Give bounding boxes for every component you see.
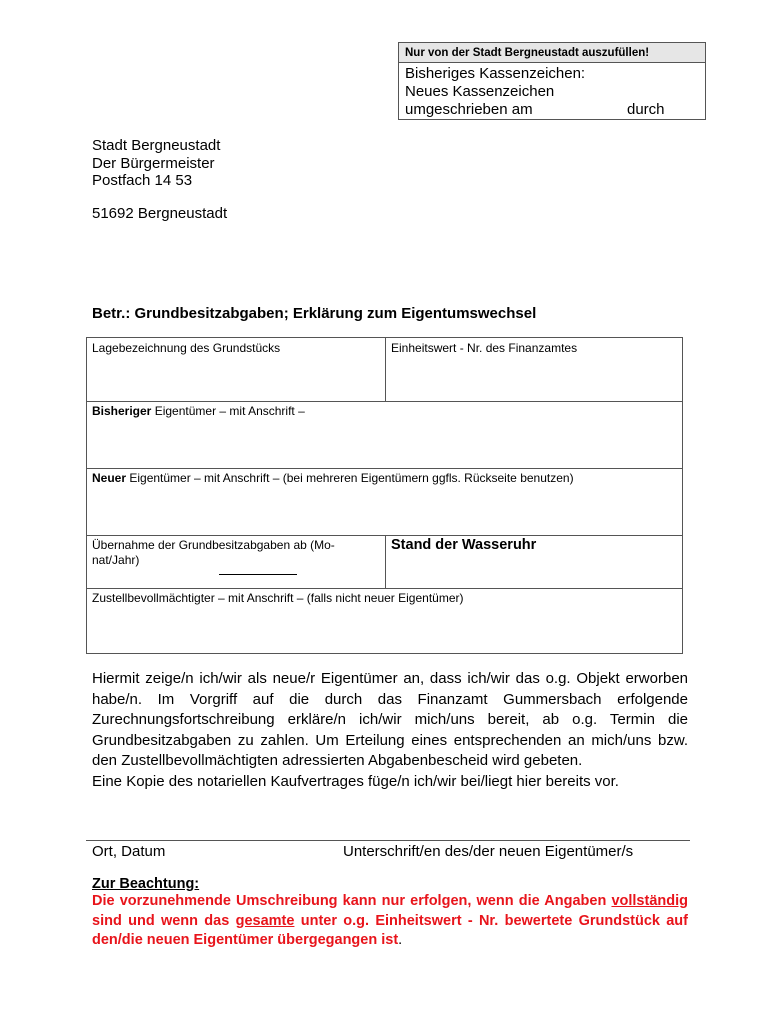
note-title: Zur Beachtung:: [92, 876, 200, 892]
new-owner-label-bold: Neuer: [92, 471, 127, 485]
office-use-box: [398, 42, 706, 120]
location-label: Lagebezeichnung des Grundstücks: [92, 341, 281, 355]
address-line-3: Postfach 14 53: [92, 172, 193, 189]
note-underline-entire: gesamte: [235, 912, 295, 929]
rewritten-by: durch: [627, 101, 665, 118]
water-meter-label: Stand der Wasseruhr: [391, 537, 537, 553]
note-part-1: Die vorzunehmende Umschreibung kann nur erfolgen, wenn die Angaben: [92, 893, 612, 909]
office-use-header: Nur von der Stadt Bergneustadt auszufüllen!: [399, 43, 705, 63]
unit-value-label: Einheitswert - Nr. des Finanzamtes: [391, 341, 578, 355]
note-period: .: [398, 932, 403, 948]
new-owner-label: Eigentümer – mit Anschrift – (bei mehreren Eigentümern ggfls. Rückseite benutzen): [126, 471, 574, 485]
divider: [87, 468, 682, 469]
place-date-label: Ort, Datum: [92, 843, 166, 860]
previous-cash-reference: Bisheriges Kassenzeichen:: [405, 65, 586, 82]
divider: [87, 401, 682, 402]
note-text: [92, 892, 688, 951]
new-cash-reference: Neues Kassenzeichen: [405, 83, 555, 100]
property-form: [86, 337, 683, 654]
location-field[interactable]: [92, 341, 280, 356]
signature-line: [86, 840, 690, 841]
address-line-2: Der Bürgermeister: [92, 155, 215, 172]
declaration-paragraph: Hiermit zeige/n ich/wir als neue/r Eigentümer an, dass ich/wir das o.g. Objekt erworben habe/n. Im Vorgriff auf die durch das Finanzamt Gummersbach erfolgende Zurechnungsfortschreibung erkläre/n ich/wir mich/uns bereit, ab o.g. Termin die Grundbesitzabgaben zu zahlen. Um Erteilung eines entsprechenden an mich/uns bzw. den Zustellbevollmächtigten adressierten Abgabenbescheid wird gebeten.: [92, 670, 688, 769]
note-part-2: sind und wenn das: [92, 912, 236, 929]
signature-label: Unterschrift/en des/der neuen Eigentümer/s: [343, 843, 634, 860]
note-underline-complete: vollständig: [611, 893, 688, 909]
subject-line: Betr.: Grundbesitzabgaben; Erklärung zum Eigentumswechsel: [92, 305, 537, 322]
takeover-date-field[interactable]: [92, 538, 335, 568]
takeover-date-line: [219, 574, 297, 575]
divider: [87, 588, 682, 589]
contract-copy-note: Eine Kopie des notariellen Kaufvertrages füge/n ich/wir bei/liegt hier bereits vor.: [92, 773, 619, 790]
rewritten-on: umgeschrieben am: [405, 101, 533, 118]
water-meter-field[interactable]: [391, 538, 536, 553]
previous-owner-label-bold: Bisheriger: [92, 404, 152, 418]
address-line-1: Stadt Bergneustadt: [92, 137, 221, 154]
new-owner-field[interactable]: [92, 471, 574, 486]
note-part-3: unter o.g. Einheitswert - Nr. bewertete Grundstück auf den/die neuen Eigentümer übergegangen ist: [92, 912, 688, 948]
delivery-agent-field[interactable]: [92, 591, 464, 606]
unit-value-field[interactable]: [391, 341, 577, 356]
divider: [385, 338, 386, 401]
takeover-label-line-2: nat/Jahr): [92, 553, 140, 567]
previous-owner-field[interactable]: [92, 404, 305, 419]
address-line-4: 51692 Bergneustadt: [92, 205, 228, 222]
takeover-label-line-1: Übernahme der Grundbesitzabgaben ab (Mo-: [92, 538, 335, 552]
divider: [385, 535, 386, 588]
previous-owner-label: Eigentümer – mit Anschrift –: [151, 404, 305, 418]
delivery-agent-label: Zustellbevollmächtigter – mit Anschrift – (falls nicht neuer Eigentümer): [92, 591, 464, 605]
